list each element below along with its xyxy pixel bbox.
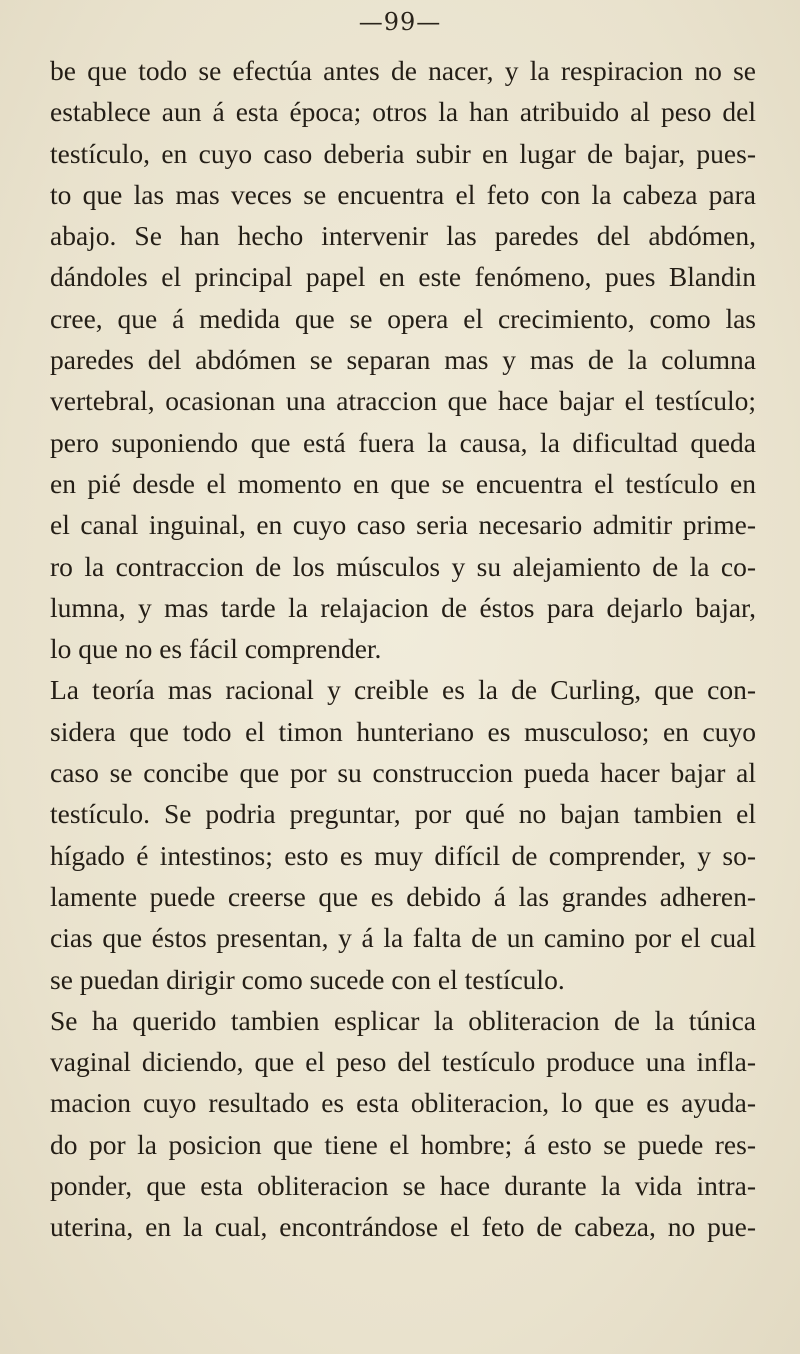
text-line: pero suponiendo que está fuera la causa, la dificultad queda [50,426,756,458]
text-line: dándoles el principal papel en este fenómeno, pues Blandin [50,261,756,293]
text-line: lamente puede creerse que es debido á las grandes adheren- [50,880,756,912]
text-line: abajo. Se han hecho intervenir las paredes del abdómen, [50,220,756,252]
text-line: el canal inguinal, en cuyo caso seria necesario admitir prime- [50,509,756,541]
body-text [50,50,756,1248]
text-line: ro la contraccion de los músculos y su alejamiento de la co- [50,550,756,582]
text-line: be que todo se efectúa antes de nacer, y la respiracion no se [50,55,756,86]
text-line: caso se concibe que por su construccion pueda hacer bajar al [50,757,756,789]
text-line: vaginal diciendo, que el peso del testículo produce una infla- [50,1046,756,1078]
text-line: vertebral, ocasionan una atraccion que hace bajar el testículo; [50,385,756,417]
text-line: to que las mas veces se encuentra el feto con la cabeza para [50,178,756,210]
text-line: macion cuyo resultado es esta obliteracion, lo que es ayuda- [50,1087,756,1119]
text-line: sidera que todo el timon hunteriano es musculoso; en cuyo [50,715,756,747]
text-line: testículo, en cuyo caso deberia subir en lugar de bajar, pues- [50,137,756,169]
text-line: do por la posicion que tiene el hombre; á esto se puede res- [50,1128,756,1160]
text-line: hígado é intestinos; esto es muy difícil de comprender, y so- [50,839,756,871]
text-line: lumna, y mas tarde la relajacion de éstos para dejarlo bajar, [50,591,756,623]
page-number: —99— [358,8,442,36]
text-line: cias que éstos presentan, y á la falta de un camino por el cual [50,922,756,954]
text-line: cree, que á medida que se opera el crecimiento, como las [50,302,756,334]
text-line: establece aun á esta época; otros la han atribuido al peso del [50,96,756,128]
text-line: se puedan dirigir como sucede con el testículo. [50,963,565,995]
text-line: Se ha querido tambien esplicar la obliteracion de la túnica [50,1004,756,1036]
text-line: lo que no es fácil comprender. [50,633,382,665]
text-line: uterina, en la cual, encontrándose el feto de cabeza, no pue- [50,1211,756,1243]
text-line: ponder, que esta obliteracion se hace durante la vida intra- [50,1170,756,1202]
text-line: testículo. Se podria preguntar, por qué no bajan tambien el [50,798,756,830]
text-line: La teoría mas racional y creible es la de Curling, que con- [50,674,756,706]
text-line: paredes del abdómen se separan mas y mas de la columna [50,344,756,376]
text-line: en pié desde el momento en que se encuentra el testículo en [50,467,756,499]
